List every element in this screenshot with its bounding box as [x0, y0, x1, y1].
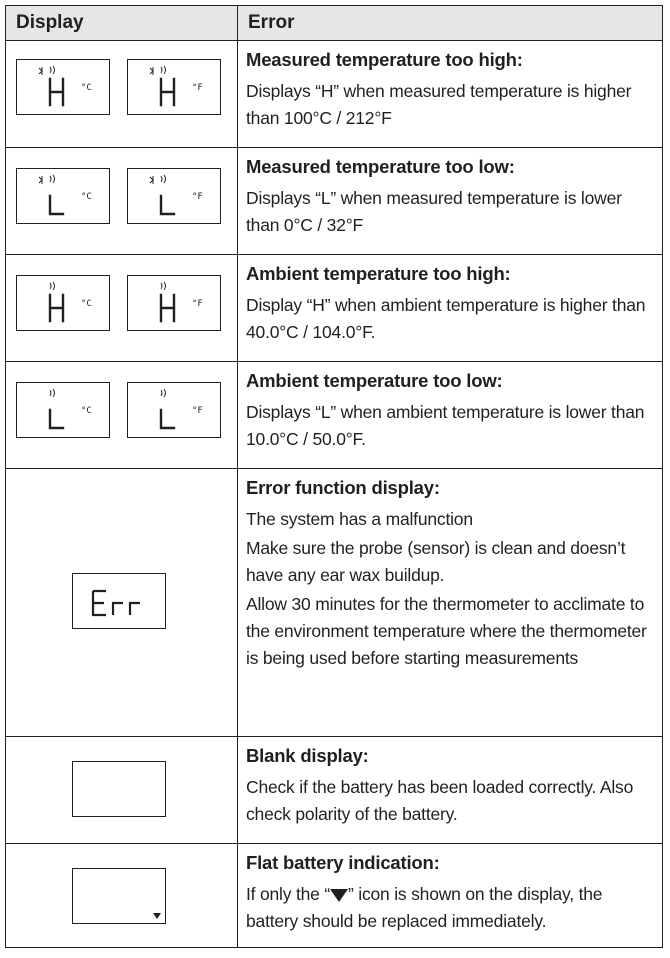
error-text: Displays “L” when ambient temperature is lower than 10.0°C / 50.0°F.: [246, 402, 645, 449]
unit-label: °F: [192, 192, 203, 202]
table-row: [6, 844, 663, 948]
battery-low-triangle-icon: [153, 913, 161, 919]
table-row: [6, 148, 663, 255]
error-text: Check if the battery has been loaded correctly. Also check polarity of the battery.: [246, 777, 634, 824]
error-title: Measured temperature too high:: [246, 49, 523, 70]
lcd-display-celsius: [16, 275, 110, 331]
table-row: [6, 737, 663, 844]
lcd-display-celsius: [16, 382, 110, 438]
lcd-char-L: [161, 410, 174, 428]
lcd-display-battery: [72, 868, 166, 924]
error-title: Measured temperature too low:: [246, 156, 515, 177]
error-title: Ambient temperature too low:: [246, 370, 503, 391]
signal-icon: [50, 282, 55, 290]
lcd-display-fahrenheit: [127, 382, 221, 438]
lcd-glyphs: [128, 276, 220, 330]
error-text: Displays “H” when measured temperature is higher than 100°C / 212°F: [246, 81, 632, 128]
lcd-glyphs: [17, 169, 109, 223]
display-cell: [6, 844, 238, 948]
display-cell: [6, 362, 238, 469]
error-cell: [238, 148, 663, 255]
unit-label: °C: [81, 192, 92, 202]
display-cell: [6, 737, 238, 844]
lcd-glyphs: [128, 169, 220, 223]
lcd-char-L: [50, 196, 63, 214]
lcd-glyphs: [128, 60, 220, 114]
header-error: Error: [238, 6, 663, 41]
error-text: Make sure the probe (sensor) is clean and doesn’t have any ear wax buildup.: [246, 538, 626, 585]
lcd-glyphs: [17, 276, 109, 330]
lcd-char-H: [161, 295, 174, 321]
error-title: Blank display:: [246, 745, 369, 766]
lcd-char-H: [50, 295, 63, 321]
lcd-display-blank: [72, 761, 166, 817]
error-text: The system has a malfunction: [246, 509, 473, 529]
signal-icon: [150, 175, 166, 184]
table-row: [6, 41, 663, 148]
error-text: Allow 30 minutes for the thermometer to acclimate to the environment temperature where the thermometer is being used before starting measurements: [246, 594, 647, 668]
lcd-char-L: [161, 196, 174, 214]
error-text: Display “H” when ambient temperature is higher than 40.0°C / 104.0°F.: [246, 295, 646, 342]
error-text: If only the “ ” icon is shown on the display, the battery should be replaced immediately.: [246, 884, 603, 931]
lcd-glyphs: [128, 383, 220, 437]
unit-label: °C: [81, 406, 92, 416]
display-cell: [6, 148, 238, 255]
err-glyphs: [93, 591, 140, 615]
error-text: Displays “L” when measured temperature is lower than 0°C / 32°F: [246, 188, 622, 235]
error-cell: [238, 469, 663, 737]
header-display: Display: [6, 6, 238, 41]
display-cell: [6, 255, 238, 362]
error-cell: [238, 844, 663, 948]
error-title: Flat battery indication:: [246, 852, 440, 873]
display-cell: [6, 469, 238, 737]
error-title: Error function display:: [246, 477, 440, 498]
error-table: [5, 5, 663, 948]
error-title: Ambient temperature too high:: [246, 263, 511, 284]
lcd-display-celsius: [16, 59, 110, 115]
table-row: [6, 362, 663, 469]
error-cell: [238, 255, 663, 362]
unit-label: °C: [81, 83, 92, 93]
error-cell: [238, 41, 663, 148]
signal-icon: [161, 389, 166, 397]
signal-icon: [150, 66, 166, 75]
lcd-display-fahrenheit: [127, 275, 221, 331]
lcd-char-H: [50, 79, 63, 105]
display-cell: [6, 41, 238, 148]
unit-label: °F: [192, 299, 203, 309]
lcd-glyphs: [17, 383, 109, 437]
signal-icon: [39, 66, 55, 75]
unit-label: °F: [192, 406, 203, 416]
lcd-display-fahrenheit: [127, 168, 221, 224]
signal-icon: [50, 389, 55, 397]
err-segments: [73, 574, 165, 628]
unit-label: °F: [192, 83, 203, 93]
lcd-char-H: [161, 79, 174, 105]
lcd-display-celsius: [16, 168, 110, 224]
signal-icon: [161, 282, 166, 290]
lcd-glyphs: [17, 60, 109, 114]
battery-low-triangle-icon: [330, 888, 348, 902]
lcd-char-L: [50, 410, 63, 428]
signal-icon: [39, 175, 55, 184]
lcd-display-err: [72, 573, 166, 629]
error-cell: [238, 362, 663, 469]
unit-label: °C: [81, 299, 92, 309]
error-cell: [238, 737, 663, 844]
lcd-display-fahrenheit: [127, 59, 221, 115]
table-row: [6, 469, 663, 737]
table-header-row: [6, 6, 663, 41]
table-row: [6, 255, 663, 362]
